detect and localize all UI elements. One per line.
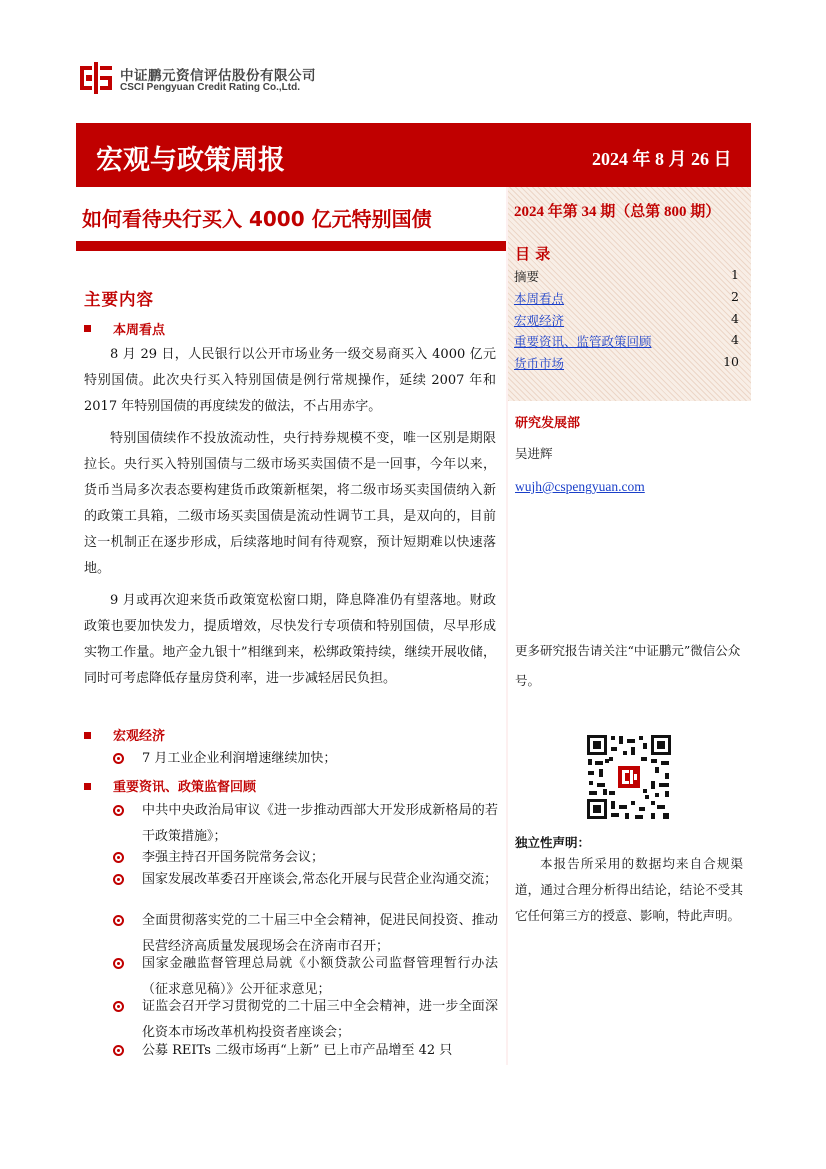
bullet-icon <box>113 915 124 926</box>
toc-item-link[interactable]: 重要资讯、监管政策回顾 <box>514 334 652 349</box>
bullet-icon <box>113 1001 124 1012</box>
section-heading: 宏观经济 <box>113 729 166 744</box>
wechat-note: 更多研究报告请关注“中证鹏元”微信公众号。 <box>515 643 741 688</box>
toc-item-page: 1 <box>731 267 739 282</box>
paragraph: 特别国债续作不投放流动性，央行持券规模不变，唯一区别是期限拉长。央行买入特别国债与二级市场买卖国债不是一回事，今年以来，货币当局多次表态要构建货币政策新框架，将二级市场买卖国债纳入新的政策工具箱，二级市场买卖国债是流动性调节工具，是双向的，目前这一机制正在逐步形成，后续落地时间有待观察，预计短期难以快速落地。 <box>84 431 496 576</box>
research-dept: 研究发展部 <box>515 416 581 431</box>
paragraph: 8 月 29 日，人民银行以公开市场业务一级交易商买入 4000 亿元特别国债。此次央行买入特别国债是例行常规操作，延续 2007 年和 2017 年特别国债的再度续发的做法，不占用赤字。 <box>84 347 496 414</box>
section-heading: 本周看点 <box>113 323 166 338</box>
bullet-item: 证监会召开学习贯彻党的二十届三中全会精神，进一步全面深化资本市场改革机构投资者座谈会； <box>142 999 498 1040</box>
company-name-cn: 中证鹏元资信评估股份有限公司 <box>120 68 316 84</box>
toc-item-link[interactable]: 宏观经济 <box>514 313 565 328</box>
author-email-link[interactable]: wujh@cspengyuan.com <box>515 479 645 494</box>
toc-item-link[interactable]: 货币市场 <box>514 356 565 371</box>
toc-item-page: 4 <box>731 332 739 347</box>
section-heading: 重要资讯、政策监督回顾 <box>113 780 257 795</box>
company-name-en: CSCI Pengyuan Credit Rating Co.,Ltd. <box>120 82 301 93</box>
bullet-icon <box>113 958 124 969</box>
report-subtitle: 如何看待央行买入 4000 亿元特别国债 <box>82 207 432 231</box>
toc-item[interactable] <box>514 351 739 373</box>
bullet-icon <box>113 805 124 816</box>
bullet-item: 李强主持召开国务院常务会议； <box>142 850 325 865</box>
toc-item[interactable] <box>514 329 739 351</box>
toc-item[interactable] <box>514 308 739 330</box>
bullet-item: 国家金融监督管理总局就《小额贷款公司监督管理暂行办法（征求意见稿）》公开征求意见； <box>142 956 498 997</box>
bullet-item: 全面贯彻落实党的二十届三中全会精神，促进民间投资、推动民营经济高质量发展现场会在济南市召开； <box>142 913 498 954</box>
section-square-icon <box>84 783 91 790</box>
section-square-icon <box>84 325 91 332</box>
toc-title: 目 录 <box>515 245 551 263</box>
toc-item-link[interactable]: 本周看点 <box>514 291 565 306</box>
toc-item-page: 2 <box>731 289 739 304</box>
disclaimer-text: 本报告所采用的数据均来自合规渠道，通过合理分析得出结论，结论不受其它任何第三方的授意、影响，特此声明。 <box>515 856 743 923</box>
bullet-item: 7 月工业企业利润增速继续加快； <box>142 751 337 766</box>
column-divider <box>506 187 508 1065</box>
bullet-icon <box>113 753 124 764</box>
bullet-item: 中共中央政治局审议《进一步推动西部大开发形成新格局的若干政策措施》； <box>142 803 498 844</box>
toc-item-label: 摘要 <box>514 269 540 284</box>
subtitle-rule <box>76 241 506 251</box>
section1-body <box>84 342 496 692</box>
bullet-icon <box>113 1045 124 1056</box>
toc-item <box>514 264 739 286</box>
bullet-item: 公募 REITs 二级市场再“上新” 已上市产品增至 42 只 <box>142 1043 453 1058</box>
report-date: 2024 年 8 月 26 日 <box>592 149 732 169</box>
toc-item-page: 10 <box>723 354 739 369</box>
bullet-item: 国家发展改革委召开座谈会,常态化开展与民营企业沟通交流； <box>142 872 498 887</box>
disclaimer-title: 独立性声明： <box>515 835 591 850</box>
main-content-title: 主要内容 <box>84 290 154 309</box>
company-logo-icon <box>80 62 112 94</box>
paragraph: 9 月或再次迎来货币政策宽松窗口期，降息降准仍有望落地。财政政策也要加快发力，提质增效，尽快发行专项债和特别国债，尽早形成实物工作量。地产金九银十”相继到来，松绑政策持续，继续开展收储，同时可考虑降低存量房贷利率，进一步减轻居民负担。 <box>84 593 496 686</box>
issue-number: 2024 年第 34 期（总第 800 期） <box>514 204 721 220</box>
toc-item[interactable] <box>514 286 739 308</box>
bullet-icon <box>113 874 124 885</box>
bullet-icon <box>113 852 124 863</box>
author-name: 吴进辉 <box>515 446 553 461</box>
report-title: 宏观与政策周报 <box>96 145 285 176</box>
section-square-icon <box>84 732 91 739</box>
toc-item-page: 4 <box>731 311 739 326</box>
qr-code-icon[interactable] <box>585 733 673 821</box>
